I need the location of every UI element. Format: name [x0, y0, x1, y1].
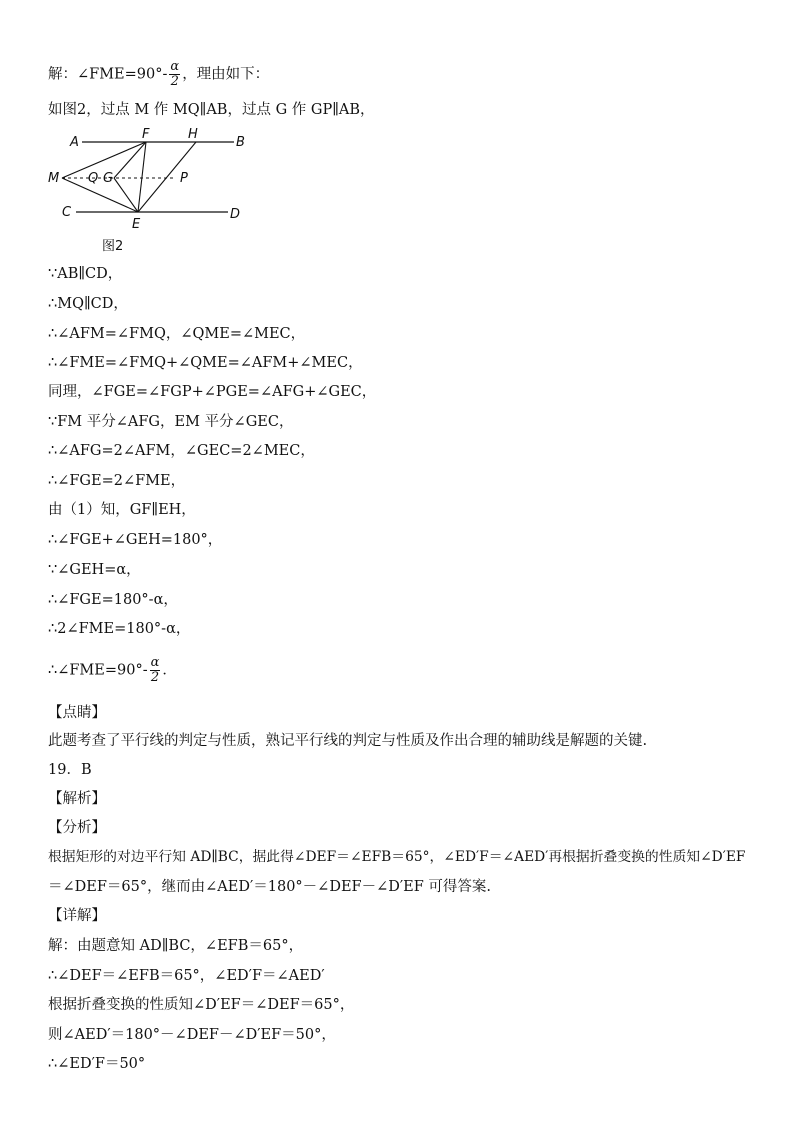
- label-h: H: [188, 127, 198, 142]
- fraction-numerator: α: [170, 59, 180, 74]
- label-c: C: [62, 205, 72, 220]
- analysis-line-1: 根据矩形的对边平行知 AD∥BC，据此得∠DEF＝∠EFB＝65°，∠ED′F＝∠AED′再根据折叠变换的性质知∠D′EF: [48, 849, 746, 865]
- question-19-answer: 19．B: [48, 762, 92, 778]
- label-p: P: [180, 171, 188, 186]
- analysis-line-2: ＝∠DEF＝65°，继而由∠AED′＝180°－∠DEF－∠D′EF 可得答案.: [48, 879, 492, 895]
- detail-line-1: 解：由题意知 AD∥BC，∠EFB＝65°，: [48, 938, 304, 954]
- label-f: F: [142, 127, 150, 142]
- detail-line-4: 则∠AED′＝180°－∠DEF－∠D′EF＝50°，: [48, 1027, 336, 1043]
- detail-heading: 【详解】: [48, 908, 106, 924]
- intro-prefix: 解：∠FME=90°-: [48, 66, 168, 83]
- alpha-over-two-fraction: [169, 60, 180, 89]
- proof-line-3: ∴∠AFM=∠FMQ，∠QME=∠MEC，: [48, 326, 306, 342]
- final-fraction-numerator: α: [150, 655, 160, 670]
- comment-text: 此题考查了平行线的判定与性质，熟记平行线的判定与性质及作出合理的辅助线是解题的关键.: [48, 733, 648, 749]
- detail-line-3: 根据折叠变换的性质知∠D′EF＝∠DEF＝65°，: [48, 997, 355, 1013]
- figure-svg: [48, 126, 288, 256]
- segment-fg: [114, 142, 146, 178]
- segment-fe: [138, 142, 146, 212]
- proof-line-1: ∵AB∥CD，: [48, 266, 123, 282]
- label-a: A: [70, 135, 79, 150]
- proof-line-6: ∵FM 平分∠AFG，EM 平分∠GEC，: [48, 414, 294, 430]
- label-m: M: [48, 171, 60, 186]
- final-prefix: ∴∠FME=90°-: [48, 662, 148, 679]
- proof-line-5: 同理，∠FGE=∠FGP+∠PGE=∠AFG+∠GEC，: [48, 384, 377, 400]
- proof-line-11: ∵∠GEH=α，: [48, 562, 141, 578]
- proof-line-4: ∴∠FME=∠FMQ+∠QME=∠AFM+∠MEC，: [48, 355, 363, 371]
- final-fraction: [150, 656, 161, 685]
- comment-heading: 【点睛】: [48, 705, 106, 721]
- fraction-denominator: 2: [170, 74, 179, 89]
- final-suffix: ．: [162, 662, 177, 679]
- proof-line-12: ∴∠FGE=180°-α，: [48, 592, 178, 608]
- detail-line-2: ∴∠DEF＝∠EFB＝65°，∠ED′F＝∠AED′: [48, 968, 325, 984]
- proof-line-13: ∴2∠FME=180°-α，: [48, 621, 191, 637]
- final-fraction-denominator: 2: [150, 670, 160, 685]
- proof-line-2: ∴MQ∥CD，: [48, 296, 128, 312]
- label-g: G: [103, 171, 114, 186]
- label-d: D: [230, 207, 241, 222]
- figure-caption: 图2: [102, 239, 124, 254]
- proof-line-10: ∴∠FGE+∠GEH=180°，: [48, 532, 223, 548]
- label-q: Q: [88, 171, 99, 186]
- geometry-figure-2: [48, 126, 288, 256]
- solution-intro: [48, 60, 269, 89]
- jiexi-heading: 【解析】: [48, 791, 106, 807]
- proof-line-7: ∴∠AFG=2∠AFM，∠GEC=2∠MEC，: [48, 443, 315, 459]
- construction-line: 如图2，过点 M 作 MQ∥AB，过点 G 作 GP∥AB，: [48, 102, 375, 118]
- proof-line-9: 由（1）知，GF∥EH，: [48, 502, 196, 518]
- fenxi-heading: 【分析】: [48, 820, 106, 836]
- label-e: E: [132, 217, 141, 232]
- intro-suffix: ，理由如下：: [182, 66, 270, 83]
- proof-line-8: ∴∠FGE=2∠FME，: [48, 473, 186, 489]
- label-b: B: [236, 135, 245, 150]
- final-result: [48, 656, 177, 685]
- detail-line-5: ∴∠ED′F＝50°: [48, 1056, 146, 1072]
